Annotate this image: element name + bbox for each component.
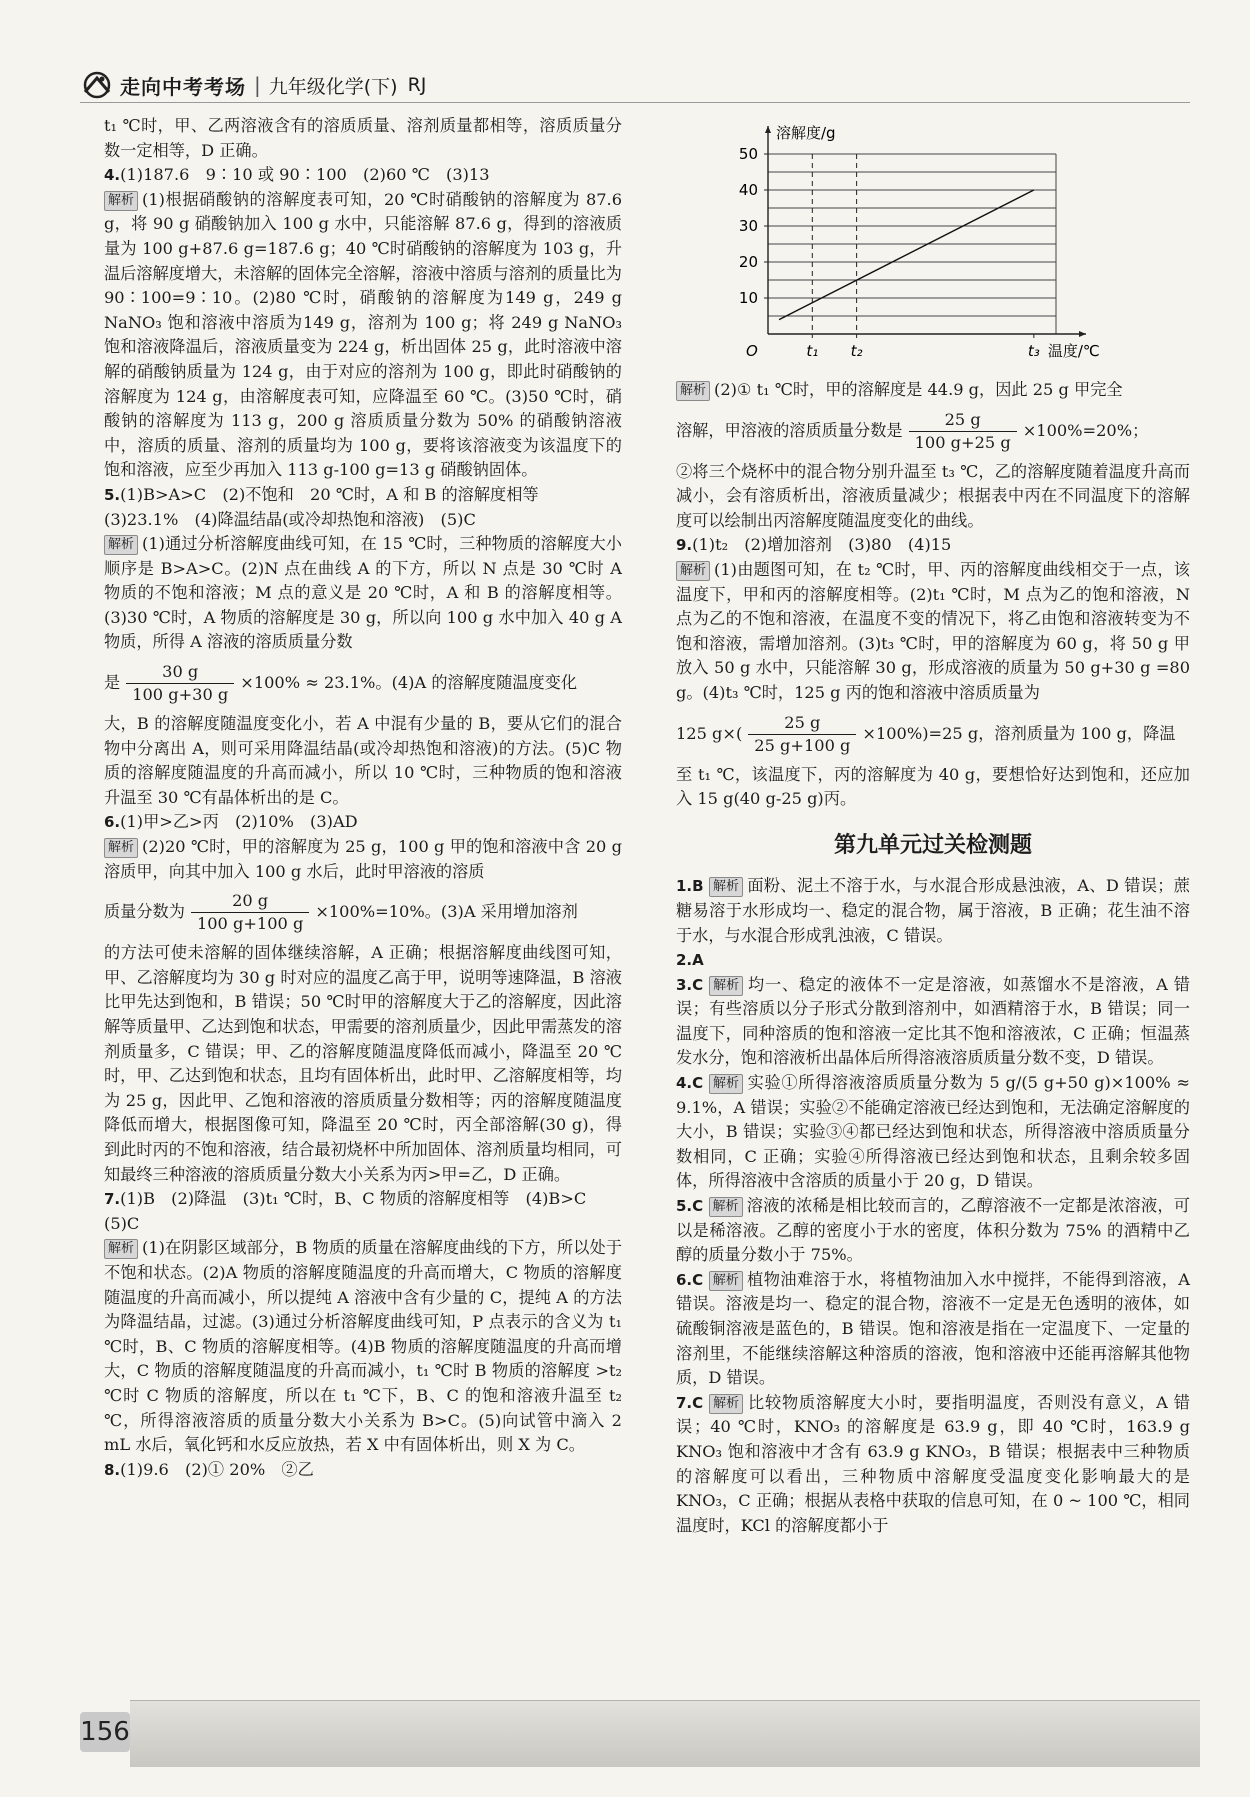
question-5-answer bbox=[104, 483, 622, 532]
analysis-tag: 解析 bbox=[709, 1271, 743, 1291]
analysis-text: 实验①所得溶液溶质质量分数为 5 g/(5 g+50 g)×100% ≈ 9.1%，A 错误；实验②不能确定溶液已经达到饱和，无法确定溶解度的大小，B 错误；实验③④都已经达到饱和状态，所得溶液中溶质质量分数相同，C 正确；实验④所得溶液已经达到饱和状态，且剩余较多固体，所得溶液中含溶质的质量小于 20 g，D 错误。 bbox=[676, 1073, 1190, 1191]
answer-letter: C bbox=[692, 1197, 704, 1216]
question-8-analysis bbox=[676, 378, 1190, 403]
fraction bbox=[191, 890, 309, 935]
header-separator: | bbox=[254, 73, 261, 97]
page-number: 156 bbox=[80, 1712, 130, 1752]
formula-suffix: ×100%=10%。(3)A 采用增加溶剂 bbox=[315, 902, 578, 922]
test-question-7 bbox=[676, 1391, 1190, 1539]
x-tick-label: t₂ bbox=[850, 342, 863, 360]
question-number: 8. bbox=[104, 1460, 121, 1479]
analysis-tag: 解析 bbox=[709, 877, 743, 897]
question-number: 1. bbox=[676, 877, 693, 896]
formula-suffix: ×100%=20%； bbox=[1022, 420, 1149, 440]
formula-prefix: 125 g×( bbox=[676, 723, 743, 743]
analysis-tag: 解析 bbox=[104, 535, 138, 555]
test-question-4 bbox=[676, 1071, 1190, 1194]
analysis-tag: 解析 bbox=[676, 381, 710, 401]
fraction-denominator: 25 g+100 g bbox=[754, 735, 851, 755]
question-9-answer bbox=[676, 533, 1190, 558]
page-header bbox=[80, 68, 1190, 103]
analysis-text: 均一、稳定的液体不一定是溶液，如蒸馏水不是溶液，A 错误；有些溶质以分子形式分散到溶剂中，如酒精溶于水，B 错误；同一温度下，同种溶质的饱和溶液一定比其不饱和溶液浓，C 正确；恒温蒸发水分，饱和溶液析出晶体后所得溶液溶质质量分数不变，D 错误。 bbox=[676, 974, 1190, 1068]
x-tick-label: t₃ bbox=[1027, 342, 1040, 360]
formula-prefix: 是 bbox=[104, 673, 121, 693]
chart-axes bbox=[739, 124, 1100, 360]
question-5-analysis bbox=[104, 532, 622, 655]
subject-title: 九年级化学(下) bbox=[268, 75, 398, 98]
answer-text: (1)t₂ (2)增加溶剂 (3)80 (4)15 bbox=[692, 535, 952, 555]
publisher-logo-icon bbox=[80, 70, 114, 100]
fraction-numerator: 30 g bbox=[126, 661, 234, 684]
test-question-6 bbox=[676, 1268, 1190, 1391]
y-tick-label: 50 bbox=[738, 145, 758, 163]
analysis-tag: 解析 bbox=[104, 1239, 138, 1259]
question-7-analysis bbox=[104, 1236, 622, 1457]
question-number: 7. bbox=[676, 1393, 693, 1412]
fraction-numerator: 25 g bbox=[748, 712, 856, 735]
question-number: 2. bbox=[676, 951, 693, 970]
fraction bbox=[748, 712, 856, 757]
answer-text: (1)B (2)降温 (3)t₁ ℃时，B、C 物质的溶解度相等 (4)B>C (5)C bbox=[104, 1189, 603, 1233]
fraction-numerator: 20 g bbox=[191, 890, 309, 913]
formula-suffix: ×100% ≈ 23.1%。(4)A 的溶解度随温度变化 bbox=[240, 673, 578, 693]
answer-letter: C bbox=[692, 1393, 704, 1412]
analysis-text: 溶液的浓稀是相比较而言的，乙醇溶液不一定都是浓溶液，可以是稀溶液。乙醇的密度小于水的密度，体积分数为 75% 的酒精中乙醇的质量分数小于 75%。 bbox=[676, 1196, 1190, 1265]
fraction-numerator: 25 g bbox=[909, 409, 1017, 432]
formula-line bbox=[676, 409, 1190, 454]
question-7-answer bbox=[104, 1187, 622, 1236]
answer-letter: C bbox=[692, 1074, 704, 1093]
x-axis-arrow-icon bbox=[1079, 331, 1086, 337]
analysis-text: 的方法可使未溶解的固体继续溶解，A 正确；根据溶解度曲线图可知，甲、乙溶解度均为 30 g 时对应的温度乙高于甲，说明等速降温，B 溶液比甲先达到饱和，B 错误；50 ℃时甲的溶解度大于乙的溶解度，因此溶解等质量甲、乙达到饱和状态，甲需要的溶剂质量少，因此甲需蒸发的溶剂质量多，C 错误；甲、乙的溶解度随温度降低而减小，降温至 20 ℃时，甲、乙达到饱和状态，且均有固体析出，此时甲、乙溶解度相等，均为 25 g，因此甲、乙饱和溶液的溶质质量分数相等；丙的溶解度随温度降低而增大，根据图像可知，降温至 20 ℃时，丙全部溶解(30 g)，得到此时丙的不饱和溶液，结合最初烧杯中所加固体、溶剂质量均相同，可知最终三种溶液的溶质质量分数大小关系为丙>甲=乙，D 正确。 bbox=[104, 943, 622, 1184]
question-number: 5. bbox=[676, 1197, 693, 1216]
fraction-denominator: 100 g+30 g bbox=[132, 685, 229, 705]
x-axis-label: 温度/℃ bbox=[1047, 342, 1100, 360]
x-tick-label: t₁ bbox=[806, 342, 819, 360]
fraction bbox=[126, 661, 234, 706]
analysis-text: (1)通过分析溶解度曲线可知，在 15 ℃时，三种物质的溶解度大小顺序是 B>A>C。(2)N 点在曲线 A 的下方，所以 N 点是 30 ℃时 A 物质的不饱和溶液；M 点的意义是 20 ℃时，A 和 B 的溶解度相等。(3)30 ℃时，A 物质的溶解度是 30 g，所以向 100 g 水中加入 40 g A 物质，所得 A 溶液的溶质质量分数 bbox=[104, 534, 622, 652]
analysis-text: 比较物质溶解度大小时，要指明温度，否则没有意义，A 错误；40 ℃时，KNO₃ 的溶解度是 63.9 g，即 40 ℃时，163.9 g KNO₃ 饱和溶液中才含有 63.9 g KNO₃，B 错误；根据表中三种物质的溶解度可以看出，三种物质中溶解度受温度变化影响最大的是 KNO₃，C 正确；根据从表格中获取的信息可知，在 0 ~ 100 ℃，相同温度时，KCl 的溶解度都小于 bbox=[676, 1392, 1190, 1535]
y-tick-label: 30 bbox=[738, 217, 758, 235]
footer-band bbox=[130, 1700, 1200, 1767]
chart-marks bbox=[779, 190, 1034, 320]
analysis-text: (1)根据硝酸钠的溶解度表可知，20 ℃时硝酸钠的溶解度为 87.6 g，将 90 g 硝酸钠加入 100 g 水中，只能溶解 87.6 g，得到的溶液质量为 100 g+87.6 g=187.6 g；40 ℃时硝酸钠的溶解度为 103 g，升温后溶解度增大，未溶解的固体完全溶解，溶液中溶质与溶剂的质量比为 90∶100=9∶10。(2)80 ℃时，硝酸钠的溶解度为149 g，249 g NaNO₃ 饱和溶液中溶质为149 g，溶剂为 100 g；将 249 g NaNO₃ 饱和溶液降温后，溶液质量变为 224 g，析出固体 25 g，此时溶液中溶解的硝酸钠质量为 124 g，由于对应的溶剂为 100 g，即此时硝酸钠的溶解度为 124 g，由溶解度表可知，应降温至 60 ℃。(3)50 ℃时，硝酸钠的溶解度为 113 g，200 g 溶质质量分数为 50% 的硝酸钠溶液中，溶质的质量、溶剂的质量均为 100 g，要将该溶液变为该温度下的饱和溶液，应至少再加入 113 g-100 g=13 g 硝酸钠固体。 bbox=[104, 189, 622, 480]
solubility-chart bbox=[716, 114, 1134, 374]
question-number: 5. bbox=[104, 485, 121, 504]
question-9-analysis bbox=[676, 558, 1190, 706]
fraction-denominator: 100 g+25 g bbox=[914, 432, 1011, 452]
analysis-text: (1)由题图可知，在 t₂ ℃时，甲、丙的溶解度曲线相交于一点，该温度下，甲和丙的溶解度相等。(2)t₁ ℃时，M 点为乙的饱和溶液，N 点为乙的不饱和溶液，在温度不变的情况下，将乙由饱和溶液转变为不饱和溶液，需增加溶剂。(3)t₃ ℃时，甲的溶解度为 60 g，将 50 g 甲放入 50 g 水中，只能溶解 30 g，形成溶液的质量为 50 g+30 g =80 g。(4)t₃ ℃时，125 g 丙的饱和溶液中溶质质量为 bbox=[676, 559, 1190, 702]
question-number: 3. bbox=[676, 975, 693, 994]
formula-line bbox=[104, 890, 622, 935]
question-8-answer bbox=[104, 1458, 622, 1483]
fraction bbox=[909, 409, 1017, 454]
paragraph: t₁ ℃时，甲、乙两溶液含有的溶质质量、溶剂质量都相等，溶质质量分数一定相等，D 正确。 bbox=[104, 116, 622, 160]
test-question-3 bbox=[676, 973, 1190, 1071]
analysis-tag: 解析 bbox=[709, 1197, 743, 1217]
analysis-text: 植物油难溶于水，将植物油加入水中搅拌，不能得到溶液，A 错误。溶液是均一、稳定的混合物，溶液不一定是无色透明的液体，如硫酸铜溶液是蓝色的，B 错误。饱和溶液是指在一定温度下、一定量的溶剂里，不能继续溶解这种溶质的溶液，饱和溶液中还能再溶解其他物质，D 错误。 bbox=[676, 1269, 1190, 1388]
analysis-tag: 解析 bbox=[104, 838, 138, 858]
question-number: 6. bbox=[676, 1270, 693, 1289]
question-4-analysis bbox=[104, 188, 622, 483]
formula-prefix: 溶解，甲溶液的溶质质量分数是 bbox=[676, 420, 903, 440]
question-number: 9. bbox=[676, 536, 693, 555]
analysis-text: (1)在阴影区域部分，B 物质的质量在溶解度曲线的下方，所以处于不饱和状态。(2)A 物质的溶解度随温度的升高而增大，C 物质的溶解度随温度的升高而减小，所以提纯 A 溶液中含有少量的 C，提纯 A 的方法为降温结晶，过滤。(3)通过分析溶解度曲线可知，P 点表示的含义为 t₁ ℃时，B、C 物质的溶解度相等。(4)B 物质的溶解度随温度的升高而增大，C 物质的溶解度随温度的升高而减小，t₁ ℃时 B 物质的溶解度 >t₂ ℃时 C 物质的溶解度，所以在 t₁ ℃下，B、C 的饱和溶液升温至 t₂ ℃，所得溶液溶质的质量分数大小关系为 B>C。(5)向试管中滴入 2 mL 水后，氧化钙和水反应放热，若 X 中有固体析出，则 X 为 C。 bbox=[104, 1238, 622, 1455]
question-6-answer bbox=[104, 810, 622, 835]
answer-letter: A bbox=[692, 951, 704, 970]
test-question-1 bbox=[676, 874, 1190, 948]
answer-letter: C bbox=[692, 1270, 704, 1289]
brand-title: 走向中考考场 bbox=[120, 74, 246, 99]
edition-label: RJ bbox=[407, 74, 427, 96]
y-tick-label: 40 bbox=[738, 181, 758, 199]
question-number: 7. bbox=[104, 1190, 121, 1209]
answer-letter: C bbox=[692, 975, 704, 994]
question-number: 6. bbox=[104, 813, 121, 832]
section-title: 第九单元过关检测题 bbox=[833, 832, 1032, 858]
answer-text: (1)187.6 9∶10 或 90∶100 (2)60 ℃ (3)13 bbox=[120, 165, 490, 185]
right-column bbox=[676, 114, 1190, 1538]
question-number: 4. bbox=[104, 166, 121, 185]
left-column bbox=[104, 114, 622, 1482]
y-axis-arrow-icon bbox=[765, 126, 771, 133]
formula-line bbox=[676, 712, 1190, 757]
analysis-text: (2)20 ℃时，甲的溶解度为 25 g，100 g 甲的饱和溶液中含 20 g 溶质甲，向其中加入 100 g 水后，此时甲溶液的溶质 bbox=[104, 837, 622, 881]
question-6-analysis bbox=[104, 835, 622, 884]
analysis-tag: 解析 bbox=[709, 976, 743, 996]
y-tick-label: 20 bbox=[738, 253, 758, 271]
formula-prefix: 质量分数为 bbox=[104, 902, 185, 922]
analysis-tag: 解析 bbox=[709, 1074, 743, 1094]
analysis-tag: 解析 bbox=[676, 561, 710, 581]
question-4-answer bbox=[104, 163, 622, 188]
answer-text: (1)B>A>C (2)不饱和 20 ℃时，A 和 B 的溶解度相等 (3)23.1% (4)降温结晶(或冷却热饱和溶液) (5)C bbox=[104, 484, 555, 529]
y-tick-label: 10 bbox=[738, 289, 758, 307]
analysis-text: 大，B 的溶解度随温度变化小，若 A 中混有少量的 B，要从它们的混合物中分离出 A，则可采用降温结晶(或冷却热饱和溶液)的方法。(5)C 物质的溶解度随温度的升高而减小，所以 10 ℃时，三种物质的饱和溶液升温至 30 ℃有晶体析出的是 C。 bbox=[104, 714, 622, 807]
origin-label: O bbox=[746, 342, 758, 360]
test-question-2 bbox=[676, 948, 1190, 973]
analysis-text: (2)① t₁ ℃时，甲的溶解度是 44.9 g，因此 25 g 甲完全 bbox=[714, 380, 1123, 399]
series-line bbox=[779, 190, 1034, 320]
answer-letter: B bbox=[692, 877, 704, 896]
fraction-denominator: 100 g+100 g bbox=[196, 914, 304, 934]
analysis-tag: 解析 bbox=[709, 1394, 743, 1414]
analysis-tag: 解析 bbox=[104, 191, 138, 211]
formula-line bbox=[104, 661, 622, 706]
question-number: 4. bbox=[676, 1074, 693, 1093]
analysis-text: ②将三个烧杯中的混合物分别升温至 t₃ ℃，乙的溶解度随着温度升高而减小，会有溶质析出，溶液质量减少；根据表中丙在不同温度下的溶解度可以绘制出丙溶解度随温度变化的曲线。 bbox=[676, 461, 1190, 530]
analysis-text: 面粉、泥土不溶于水，与水混合形成悬浊液，A、D 错误；蔗糖易溶于水形成均一、稳定的混合物，属于溶液，B 正确；花生油不溶于水，与水混合形成乳浊液，C 错误。 bbox=[676, 876, 1190, 945]
answer-text: (1)9.6 (2)① 20% ②乙 bbox=[120, 1459, 314, 1479]
formula-suffix: ×100%)=25 g，溶剂质量为 100 g，降温 bbox=[862, 723, 1176, 743]
analysis-text: 至 t₁ ℃，该温度下，丙的溶解度为 40 g，要想恰好达到饱和，还应加入 15 g(40 g-25 g)丙。 bbox=[676, 764, 1190, 809]
chart-grid bbox=[768, 154, 1056, 334]
answer-text: (1)甲>乙>丙 (2)10% (3)AD bbox=[120, 812, 358, 832]
y-axis-label: 溶解度/g bbox=[776, 124, 836, 142]
test-question-5 bbox=[676, 1194, 1190, 1268]
